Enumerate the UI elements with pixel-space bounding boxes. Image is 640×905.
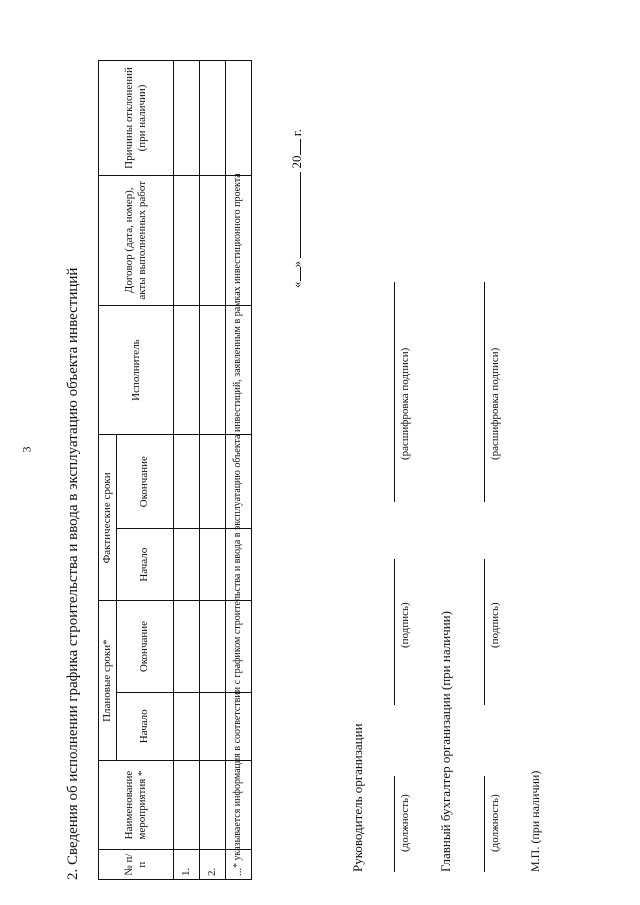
footnote: * указывается информация в соответствии с графиком строительства и ввода в эксплуатацию объекта инвестиций, заявленным в рамках инвестиционного проекта xyxy=(232,173,243,868)
date-open-quote: « xyxy=(289,281,304,288)
section-title: 2. Сведения об исполнении графика строительства и ввода в эксплуатацию объекта инвестиций xyxy=(65,267,81,880)
seal-note: М.П. (при наличии) xyxy=(528,770,542,872)
row-name xyxy=(199,760,225,849)
row-contract xyxy=(173,175,199,305)
accountant-signature-caption: (подпись) xyxy=(489,602,501,648)
head-position-line xyxy=(394,776,395,872)
accountant-position-line xyxy=(484,776,485,872)
row-executor xyxy=(173,305,199,435)
row-plan-start xyxy=(199,692,225,760)
page-number: 3 xyxy=(19,446,34,453)
row-fact-start xyxy=(173,529,199,601)
date-close-quote: » xyxy=(289,261,304,268)
head-decoding-caption: (расшифровка подписи) xyxy=(399,347,411,460)
row-fact-end xyxy=(199,435,225,529)
header-plan-start: Начало xyxy=(116,692,173,760)
header-actual: Фактические сроки xyxy=(99,435,117,601)
table-row xyxy=(199,61,225,880)
row-reasons xyxy=(199,61,225,176)
accountant-signature-line xyxy=(484,559,485,705)
head-position-caption: (должность) xyxy=(399,794,411,852)
head-decoding-line xyxy=(394,282,395,502)
row-plan-end xyxy=(199,601,225,692)
row-num: 2. xyxy=(199,850,225,880)
row-plan-end xyxy=(173,601,199,692)
header-executor: Исполнитель xyxy=(99,305,174,435)
accountant-decoding-caption: (расшифровка подписи) xyxy=(489,347,501,460)
accountant-title: Главный бухгалтер организации (при наличии) xyxy=(438,611,453,872)
row-reasons xyxy=(173,61,199,176)
header-num: № п/п xyxy=(99,850,174,880)
report-table xyxy=(98,60,252,880)
head-signature-caption: (подпись) xyxy=(399,602,411,648)
year-suffix: г. xyxy=(289,129,304,137)
row-num: 1. xyxy=(173,850,199,880)
year-blank xyxy=(288,140,301,156)
header-name: Наименование мероприятия * xyxy=(99,760,174,849)
table-header-row xyxy=(99,61,117,880)
header-fact-end: Окончание xyxy=(116,435,173,529)
accountant-position-caption: (должность) xyxy=(489,794,501,852)
row-fact-end xyxy=(173,435,199,529)
header-contract: Договор (дата, номер), акты выполненных работ xyxy=(99,175,174,305)
header-reasons: Причины отклонений (при наличии) xyxy=(99,61,174,176)
head-signature-line xyxy=(394,559,395,705)
row-executor xyxy=(199,305,225,435)
header-plan-end: Окончание xyxy=(116,601,173,692)
table-row xyxy=(173,61,199,880)
month-blank xyxy=(288,172,301,258)
head-title: Руководитель организации xyxy=(350,723,365,872)
date-line xyxy=(288,129,305,288)
row-plan-start xyxy=(173,692,199,760)
row-name xyxy=(173,760,199,849)
row-contract xyxy=(199,175,225,305)
row-num: ... xyxy=(225,850,251,880)
row-fact-start xyxy=(199,529,225,601)
year-prefix: 20 xyxy=(289,155,304,169)
rotated-report-sheet xyxy=(20,20,620,880)
header-planned: Плановые сроки* xyxy=(99,601,117,761)
day-blank xyxy=(288,268,301,282)
header-fact-start: Начало xyxy=(116,529,173,601)
accountant-decoding-line xyxy=(484,282,485,502)
